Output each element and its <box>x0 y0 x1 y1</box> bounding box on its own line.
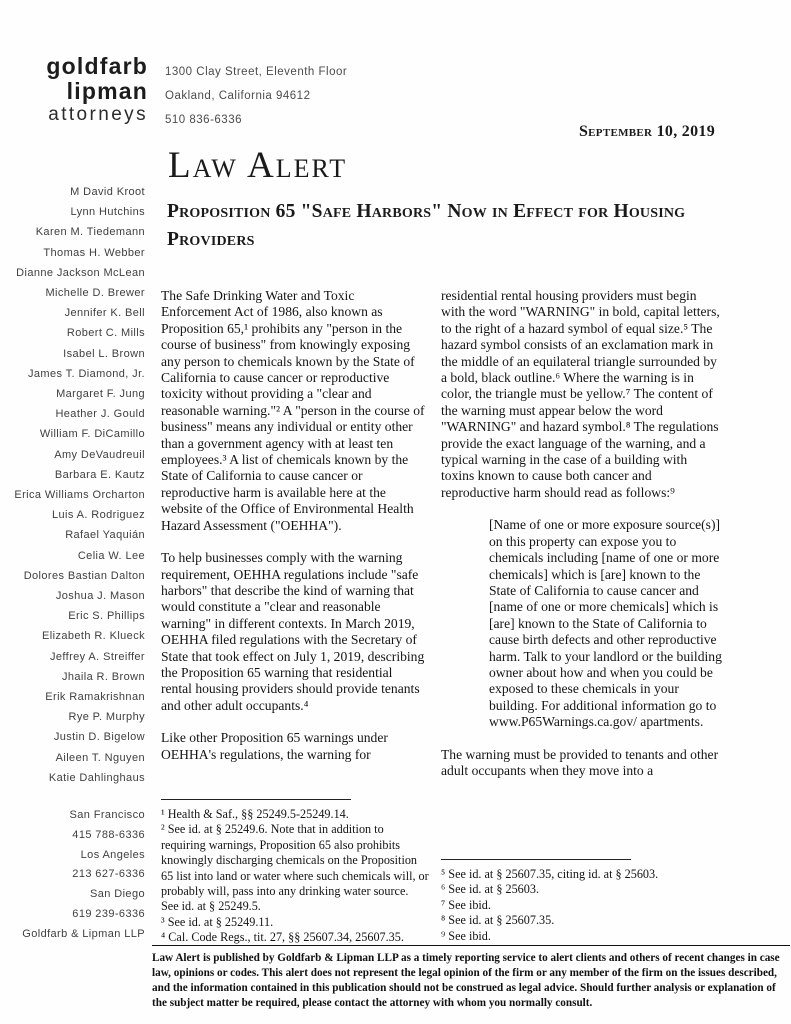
office-line: Los Angeles <box>80 848 145 861</box>
warning-blockquote: [Name of one or more exposure source(s)] on this property can expose you to chemicals including [name of one or more chemicals] which is [are] known to the State of California to cause cancer and [name of one or more chemicals] which is [are] known to the State of California to cause birth defects and other reproductive harm. Talk to your landlord or the building owner about how and when you could be exposed to these chemicals in your building. For additional information go to www.P65Warnings.ca.gov/ apartments. <box>489 517 722 730</box>
office-line: 415 788-6336 <box>72 828 145 841</box>
attorney-name: Amy DeVaudreuil <box>54 448 145 461</box>
attorney-name: Jhaila R. Brown <box>61 670 145 683</box>
footnote: ⁷ See ibid. <box>441 897 491 912</box>
footnote-separator <box>441 859 631 860</box>
footnote: ⁵ See id. at § 25607.35, citing id. at § 25603. <box>441 867 659 881</box>
page-title: Law Alert <box>168 145 348 186</box>
attorney-name: Luis A. Rodriguez <box>51 509 145 522</box>
office-line: San Francisco <box>69 809 145 821</box>
attorney-name: Lynn Hutchins <box>70 206 145 219</box>
footnote-separator <box>161 799 351 800</box>
footnote: ² See id. at § 25249.6. Note that in addition to requiring warnings, Proposition 65 also prohibits knowingly discharging chemicals on the Proposition 65 list into land or water where such chemicals will, or probably will, pass into any drinking water source. See id. at § 25249.5. <box>161 822 429 914</box>
paragraph: The warning must be provided to tenants and other adult occupants when they move into a <box>441 746 719 778</box>
attorney-name: Justin D. Bigelow <box>53 731 145 744</box>
disclaimer-text: Law Alert is published by Goldfarb & Lipman LLP as a timely reporting service to alert clients and others of recent changes in case law, opinions or codes. This alert does not represent the legal opinion of the firm or any member of the firm on the issues described, and the information contained in this publication should not be construed as legal advice. Should further analysis or explanation of the subject matter be required, please contact the attorney with whom you normally consult. <box>152 952 780 1009</box>
attorney-name: Jennifer K. Bell <box>64 307 145 320</box>
firm-logo <box>36 54 148 126</box>
footnotes-right <box>441 859 726 944</box>
attorney-name: Elizabeth R. Klueck <box>42 630 145 643</box>
attorney-name: Erica Williams Orcharton <box>14 489 145 502</box>
office-line: 619 239-6336 <box>72 907 145 920</box>
attorney-name: William F. DiCamillo <box>39 428 145 441</box>
office-line: 213 627-6336 <box>72 868 145 881</box>
attorney-name: Eric S. Phillips <box>68 610 145 623</box>
attorney-name: Rye P. Murphy <box>68 711 145 724</box>
disclaimer-separator <box>152 945 790 946</box>
footnote: ⁴ Cal. Code Regs., tit. 27, §§ 25607.34, 25607.35. <box>161 930 404 945</box>
attorney-name: Rafael Yaquián <box>65 529 145 542</box>
address-phone: 510 836-6336 <box>165 114 242 126</box>
attorney-name: Barbara E. Kautz <box>54 468 145 481</box>
address-city: Oakland, California 94612 <box>165 90 311 102</box>
attorney-name: Robert C. Mills <box>66 327 145 340</box>
publication-date: September 10, 2019 <box>578 123 715 140</box>
attorney-name: Heather J. Gould <box>55 408 145 421</box>
attorney-name: Aileen T. Nguyen <box>55 751 145 764</box>
attorney-name: Thomas H. Webber <box>43 246 145 259</box>
article-headline: Proposition 65 "Safe Harbors" Now in Effect for Housing Providers <box>167 201 686 250</box>
footnote: ⁸ See id. at § 25607.35. <box>441 913 555 928</box>
attorney-name: Joshua J. Mason <box>55 590 145 603</box>
footnote: ¹ Health & Saf., §§ 25249.5-25249.14. <box>161 807 349 821</box>
attorney-name: Katie Dahlinghaus <box>48 771 145 784</box>
attorney-name: Dolores Bastian Dalton <box>23 569 145 582</box>
attorney-name: Jeffrey A. Streiffer <box>49 650 145 663</box>
footnote: ³ See id. at § 25249.11. <box>161 914 274 929</box>
footnote: ⁶ See id. at § 25603. <box>441 882 540 897</box>
attorney-name: Karen M. Tiedemann <box>35 226 145 239</box>
attorney-name: Dianne Jackson McLean <box>16 266 145 279</box>
body-column-left <box>161 288 425 779</box>
attorney-name: Michelle D. Brewer <box>45 287 145 300</box>
attorney-name: Margaret F. Jung <box>56 388 145 401</box>
paragraph: The Safe Drinking Water and Toxic Enforcement Act of 1986, also known as Proposition 65,¹ prohibits any "person in the course of business" from knowingly exposing any person to chemicals known by the State of California to cause cancer or reproductive toxicity without providing a "clear and reasonable warning."² A "person in the course of business" means any individual or entity other than a government agency with at least ten employees.³ A list of chemicals known by the State of California to cause cancer or reproductive harm is available here at the website of the Office of Environmental Health Hazard Assessment ("OEHHA"). <box>161 288 425 533</box>
address-street: 1300 Clay Street, Eleventh Floor <box>165 66 348 78</box>
attorney-name: James T. Diamond, Jr. <box>27 367 145 380</box>
attorney-name: Erik Ramakrishnan <box>45 691 145 704</box>
logo-word-lipman: lipman <box>66 77 148 104</box>
attorney-name: Celia W. Lee <box>77 549 145 562</box>
firm-address-block <box>165 60 347 132</box>
paragraph: residential rental housing providers must begin with the word "WARNING" in bold, capital letters, to the right of a hazard symbol of equal size.⁵ The hazard symbol consists of an exclamation mark in the middle of an equilateral triangle surrounded by a bold, black outline.⁶ Where the warning is in color, the triangle must be yellow.⁷ The content of the warning must appear below the word "WARNING" and hazard symbol.⁸ The regulations provide the exact language of the warning, and a typical warning in the case of a building with toxins known to cause both cancer and reproductive harm should read as follows:⁹ <box>441 288 720 500</box>
footnote: ⁹ See ibid. <box>441 928 491 943</box>
footnotes-left <box>161 799 429 946</box>
paragraph: Like other Proposition 65 warnings under OEHHA's regulations, the warning for <box>161 730 388 762</box>
office-contact-list <box>0 806 145 945</box>
attorney-name-list <box>0 182 145 788</box>
logo-word-attorneys: attorneys <box>48 104 148 125</box>
office-line: San Diego <box>90 888 145 901</box>
disclaimer-block <box>152 945 790 1011</box>
paragraph: To help businesses comply with the warning requirement, OEHHA regulations include "safe harbors" that describe the kind of warning that would constitute a "clear and reasonable warning" in different contexts. In March 2019, OEHHA filed regulations with the Secretary of State that took effect on July 1, 2019, describing the Proposition 65 warning that residential rental housing providers should provide tenants and other adult occupants.⁴ <box>161 550 425 713</box>
logo-word-goldfarb: goldfarb <box>46 53 148 79</box>
attorney-name: Isabel L. Brown <box>63 347 145 360</box>
body-column-right <box>441 288 723 795</box>
attorney-name: M David Kroot <box>70 186 145 198</box>
office-line: Goldfarb & Lipman LLP <box>22 927 145 940</box>
